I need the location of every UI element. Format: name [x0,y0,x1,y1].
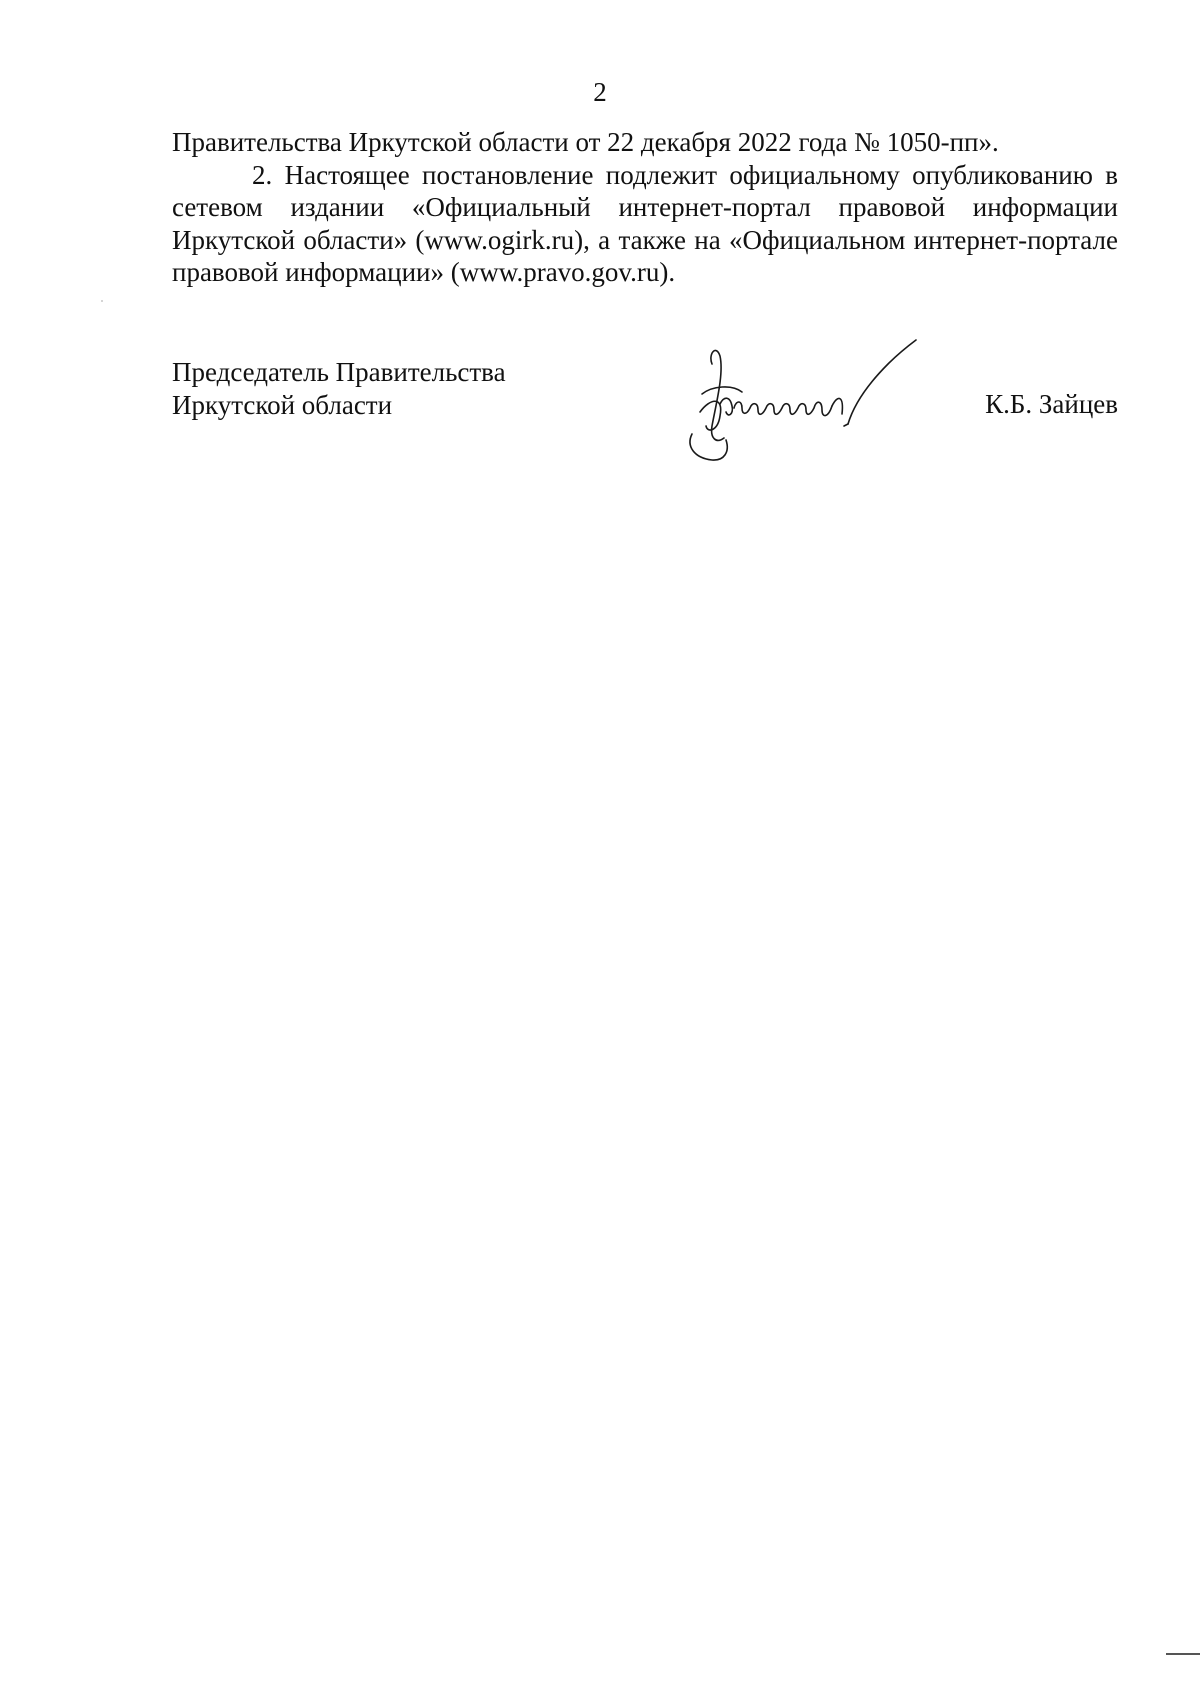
signer-position [172,356,506,421]
handwritten-signature [672,334,942,474]
scan-corner-mark [1166,1653,1200,1655]
paragraph-publication: 2. Настоящее постановление подлежит официальному опубликованию в сетевом издании «Официальный интернет-портал правовой информации Иркутской области» (www.ogirk.ru), а также на «Официальном интернет-портале правовой информации» (www.pravo.gov.ru). [172,159,1118,287]
page-number: 2 [593,77,607,107]
signature-strokes [690,340,916,460]
signer-position-line-1: Председатель Правительства [172,357,506,387]
paragraph-continuation: Правительства Иркутской области от 22 декабря 2022 года № 1050-пп». [172,127,999,157]
document-body [172,126,1118,289]
signer-name: К.Б. Зайцев [985,389,1118,419]
signer-position-line-2: Иркутской области [172,389,393,420]
scan-speck [101,300,103,302]
signature-block [172,356,1118,466]
